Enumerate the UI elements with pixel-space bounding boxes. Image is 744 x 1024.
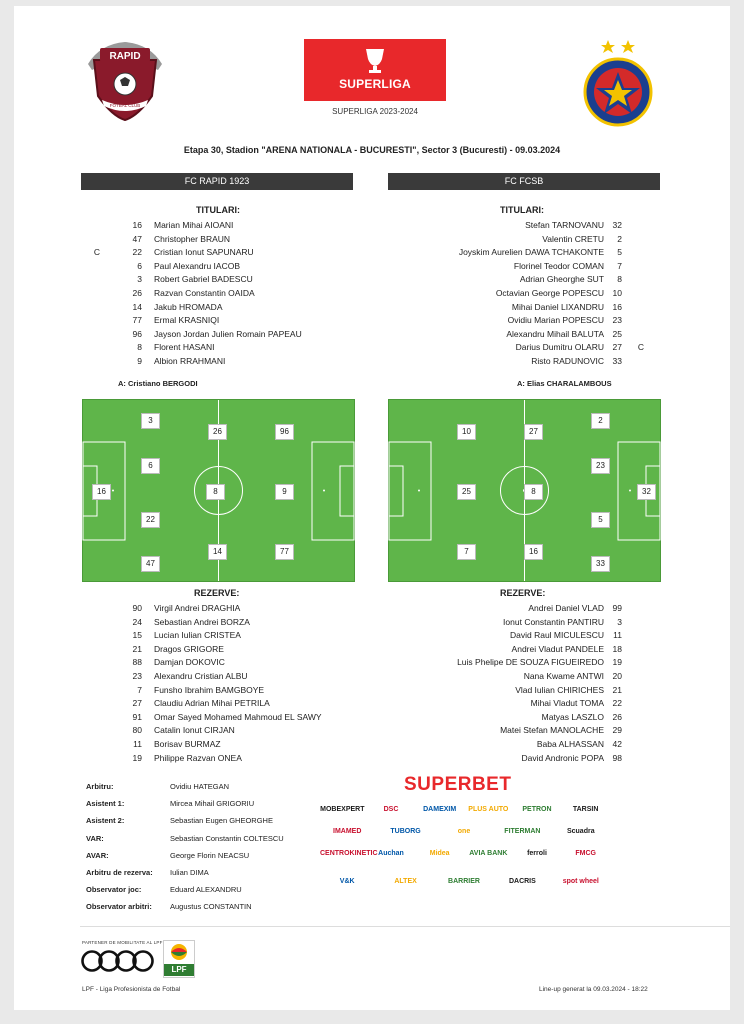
official-name: Sebastian Eugen GHEORGHE bbox=[170, 816, 273, 826]
away-starter-row bbox=[374, 328, 674, 341]
player-number: 3 bbox=[137, 274, 142, 285]
home-starter-row bbox=[84, 260, 374, 273]
away-starter-row bbox=[374, 314, 674, 327]
sponsor-logo: TARSIN bbox=[572, 806, 599, 813]
home-sub-row bbox=[84, 616, 374, 629]
player-number: 15 bbox=[132, 630, 142, 641]
sponsor-logo: PETRON bbox=[522, 806, 552, 813]
trophy-icon bbox=[362, 47, 388, 75]
home-sub-row bbox=[84, 724, 374, 737]
player-name: Jakub HROMADA bbox=[154, 301, 223, 312]
player-marker: 26 bbox=[208, 424, 227, 440]
player-name: Claudiu Adrian Mihai PETRILA bbox=[154, 698, 270, 709]
sponsor-logo: ferroli bbox=[527, 850, 547, 857]
official-name: Mircea Mihail GRIGORIU bbox=[170, 799, 255, 809]
superliga-logo bbox=[304, 39, 446, 101]
player-name: Omar Sayed Mohamed Mahmoud EL SAWY bbox=[154, 711, 322, 722]
player-number: 5 bbox=[617, 247, 622, 258]
player-name: Baba ALHASSAN bbox=[536, 739, 604, 749]
home-sub-row bbox=[84, 684, 374, 697]
home-sub-row bbox=[84, 670, 374, 683]
player-number: 98 bbox=[612, 752, 622, 763]
away-sub-row bbox=[374, 670, 674, 683]
away-starter-row bbox=[374, 246, 674, 259]
player-name: Luis Phelipe DE SOUZA FIGUEIREDO bbox=[457, 657, 604, 668]
sponsor-logo: V&K bbox=[339, 878, 355, 885]
player-name: Mihai Vladut TOMA bbox=[530, 698, 604, 709]
sponsor-logo: DSC bbox=[383, 806, 399, 813]
player-marker: 27 bbox=[524, 424, 543, 440]
player-name: Nana Kwame ANTWI bbox=[523, 671, 604, 681]
official-name: Ovidiu HATEGAN bbox=[170, 782, 230, 791]
player-marker: 6 bbox=[141, 458, 160, 474]
home-starter-row bbox=[84, 287, 374, 300]
superliga-text: SUPERLIGA bbox=[339, 77, 411, 91]
player-marker: 23 bbox=[591, 458, 610, 474]
player-number: 7 bbox=[137, 684, 142, 695]
away-sub-row bbox=[374, 629, 674, 642]
player-number: 26 bbox=[132, 288, 142, 298]
home-starter-row bbox=[84, 328, 374, 341]
player-name: David Andronic POPA bbox=[521, 752, 604, 763]
official-name: Augustus CONSTANTIN bbox=[170, 902, 252, 912]
away-starter-row bbox=[374, 355, 674, 368]
player-name: Stefan TARNOVANU bbox=[525, 220, 604, 230]
home-sub-row bbox=[84, 643, 374, 656]
away-starter-row bbox=[374, 273, 674, 286]
player-number: 16 bbox=[132, 220, 142, 230]
player-marker: 5 bbox=[591, 512, 610, 528]
main-sponsor: SUPERBET bbox=[404, 774, 512, 795]
player-marker: 33 bbox=[591, 556, 610, 572]
rapid-logo-text: RAPID bbox=[109, 51, 141, 62]
partner-text: PARTENER DE MOBILITATE AL LPF bbox=[82, 940, 163, 945]
player-name: Dragos GRIGORE bbox=[154, 643, 224, 654]
player-name: Florinel Teodor COMAN bbox=[513, 260, 604, 271]
away-sub-row bbox=[374, 616, 674, 629]
player-number: 16 bbox=[612, 301, 622, 312]
player-number: 22 bbox=[612, 698, 622, 709]
away-sub-row bbox=[374, 738, 674, 751]
player-name: Razvan Constantin OAIDA bbox=[154, 288, 255, 298]
official-name: Eduard ALEXANDRU bbox=[170, 885, 242, 895]
footer-divider bbox=[80, 926, 730, 927]
sponsor-logo: FITERMAN bbox=[504, 828, 541, 835]
away-sub-row bbox=[374, 643, 674, 656]
player-number: 25 bbox=[612, 328, 622, 339]
player-name: Borisav BURMAZ bbox=[154, 739, 221, 749]
player-name: Andrei Vladut PANDELE bbox=[511, 643, 604, 654]
player-name: Mihai Daniel LIXANDRU bbox=[511, 301, 604, 312]
sponsor-logo: DACRIS bbox=[508, 878, 536, 885]
player-number: 26 bbox=[612, 711, 622, 722]
official-role: Asistent 1: bbox=[86, 799, 125, 809]
player-name: David Raul MICULESCU bbox=[510, 630, 604, 641]
player-name: Alexandru Cristian ALBU bbox=[154, 671, 248, 681]
player-name: Sebastian Andrei BORZA bbox=[154, 616, 250, 627]
player-marker: 32 bbox=[637, 484, 656, 500]
player-number: 29 bbox=[612, 725, 622, 736]
player-number: 22 bbox=[132, 247, 142, 258]
player-number: 8 bbox=[617, 274, 622, 285]
player-name: Matei Stefan MANOLACHE bbox=[500, 725, 604, 736]
player-name: Albion RRAHMANI bbox=[154, 356, 226, 366]
home-starter-row bbox=[84, 219, 374, 232]
player-marker: 47 bbox=[141, 556, 160, 572]
official-role: Observator joc: bbox=[86, 885, 142, 895]
player-marker: 8 bbox=[524, 484, 543, 500]
home-sub-row bbox=[84, 602, 374, 615]
player-name: Robert Gabriel BADESCU bbox=[154, 274, 253, 285]
season-label: SUPERLIGA 2023-2024 bbox=[332, 107, 418, 116]
sponsor-logo: ALTEX bbox=[394, 878, 417, 885]
player-number: 19 bbox=[612, 657, 622, 668]
sponsor-logo: MOBEXPERT bbox=[320, 806, 365, 813]
audi-rings-icon bbox=[80, 948, 156, 974]
player-number: 77 bbox=[132, 315, 142, 326]
sponsor-logo: AVIA BANK bbox=[469, 850, 508, 857]
away-starter-row bbox=[374, 219, 674, 232]
home-starter-row bbox=[84, 246, 374, 259]
home-sub-row bbox=[84, 711, 374, 724]
player-name: Octavian George POPESCU bbox=[495, 288, 604, 298]
home-sub-row bbox=[84, 629, 374, 642]
lineup-sheet bbox=[14, 6, 730, 1010]
sponsor-logo: IMAMED bbox=[333, 828, 362, 835]
official-role: AVAR: bbox=[86, 850, 109, 860]
player-marker: 77 bbox=[275, 544, 294, 560]
player-name: Lucian Iulian CRISTEA bbox=[154, 630, 241, 641]
player-number: 18 bbox=[612, 643, 622, 654]
lpf-badge-text: LPF bbox=[164, 964, 194, 976]
away-sub-row bbox=[374, 752, 674, 765]
lpf-ball-icon bbox=[164, 941, 194, 963]
home-starter-row bbox=[84, 233, 374, 246]
player-number: 42 bbox=[612, 739, 622, 749]
player-number: 23 bbox=[612, 315, 622, 326]
player-marker: 96 bbox=[275, 424, 294, 440]
home-sub-row bbox=[84, 738, 374, 751]
player-number: 8 bbox=[137, 342, 142, 353]
player-name: Ovidiu Marian POPESCU bbox=[507, 315, 604, 326]
away-pitch bbox=[388, 399, 661, 582]
player-name: Ermal KRASNIQI bbox=[154, 315, 220, 326]
captain-mark: C bbox=[637, 342, 645, 353]
player-name: Catalin Ionut CIRJAN bbox=[154, 725, 235, 736]
player-marker: 7 bbox=[457, 544, 476, 560]
player-name: Risto RADUNOVIC bbox=[531, 356, 604, 366]
player-number: 27 bbox=[612, 342, 622, 353]
away-starters-heading: TITULARI: bbox=[500, 205, 544, 215]
away-sub-row bbox=[374, 711, 674, 724]
lpf-badge bbox=[163, 940, 195, 978]
sponsor-logo: Midea bbox=[429, 850, 450, 857]
player-name: Christopher BRAUN bbox=[154, 233, 231, 244]
player-name: Adrian Gheorghe SUT bbox=[519, 274, 604, 285]
away-starter-row bbox=[374, 260, 674, 273]
player-name: Valentin CRETU bbox=[542, 233, 604, 244]
captain-mark: C bbox=[93, 247, 101, 258]
away-starter-row bbox=[374, 301, 674, 314]
rapid-logo-icon bbox=[80, 34, 170, 124]
player-marker: 16 bbox=[524, 544, 543, 560]
player-name: Philippe Razvan ONEA bbox=[154, 752, 242, 763]
footer-generated: Line-up generat la 09.03.2024 - 18:22 bbox=[539, 986, 648, 993]
player-number: 14 bbox=[132, 301, 142, 312]
away-sub-row bbox=[374, 602, 674, 615]
player-number: 32 bbox=[612, 220, 622, 230]
player-marker: 25 bbox=[457, 484, 476, 500]
player-marker: 2 bbox=[591, 413, 610, 429]
home-sub-row bbox=[84, 656, 374, 669]
home-pitch bbox=[82, 399, 355, 582]
player-marker: 14 bbox=[208, 544, 227, 560]
sponsor-logo: one bbox=[457, 828, 471, 835]
player-number: 27 bbox=[132, 698, 142, 709]
player-name: Ionut Constantin PANTIRU bbox=[503, 616, 604, 627]
player-name: Andrei Daniel VLAD bbox=[528, 603, 604, 613]
player-number: 47 bbox=[132, 233, 142, 244]
home-starter-row bbox=[84, 301, 374, 314]
player-marker: 22 bbox=[141, 512, 160, 528]
player-number: 6 bbox=[137, 260, 142, 271]
home-starter-row bbox=[84, 273, 374, 286]
player-number: 90 bbox=[132, 603, 142, 613]
home-sub-row bbox=[84, 697, 374, 710]
sponsor-logo: CENTROKINETIC bbox=[320, 850, 378, 857]
official-role: Arbitru: bbox=[86, 782, 114, 791]
player-name: Darius Dumitru OLARU bbox=[515, 342, 604, 353]
sponsor-logo: Auchan bbox=[378, 850, 404, 857]
player-name: Alexandru Mihail BALUTA bbox=[506, 328, 604, 339]
player-name: Jayson Jordan Julien Romain PAPEAU bbox=[154, 328, 302, 339]
player-name: Joyskim Aurelien DAWA TCHAKONTE bbox=[458, 247, 604, 258]
player-number: 9 bbox=[137, 356, 142, 366]
player-marker: 3 bbox=[141, 413, 160, 429]
away-starter-row bbox=[374, 287, 674, 300]
away-sub-row bbox=[374, 697, 674, 710]
rapid-logo-subtext: FOTBAL CLUB bbox=[109, 103, 141, 108]
official-name: Sebastian Constantin COLTESCU bbox=[170, 833, 284, 843]
fcsb-logo-icon bbox=[582, 36, 654, 130]
player-marker: 16 bbox=[92, 484, 111, 500]
footer-org: LPF - Liga Profesionista de Fotbal bbox=[82, 986, 181, 993]
player-name: Cristian Ionut SAPUNARU bbox=[154, 247, 254, 258]
player-name: Vlad Iulian CHIRICHES bbox=[515, 684, 604, 695]
home-starter-row bbox=[84, 341, 374, 354]
official-role: Arbitru de rezerva: bbox=[86, 868, 153, 877]
player-number: 99 bbox=[612, 603, 622, 613]
away-subs-heading: REZERVE: bbox=[500, 588, 546, 598]
home-subs-heading: REZERVE: bbox=[194, 588, 240, 598]
official-name: Iulian DIMA bbox=[170, 868, 209, 877]
sponsor-logo: PLUS AUTO bbox=[468, 806, 509, 813]
player-name: Paul Alexandru IACOB bbox=[154, 260, 240, 271]
official-role: VAR: bbox=[86, 833, 104, 843]
player-number: 91 bbox=[132, 711, 142, 722]
player-number: 80 bbox=[132, 725, 142, 736]
away-starter-row bbox=[374, 233, 674, 246]
official-role: Observator arbitri: bbox=[86, 902, 152, 912]
sponsor-logo: DAMEXIM bbox=[423, 806, 457, 813]
player-number: 10 bbox=[612, 288, 622, 298]
player-number: 19 bbox=[132, 752, 142, 763]
away-sub-row bbox=[374, 724, 674, 737]
away-sub-row bbox=[374, 656, 674, 669]
player-name: Marian Mihai AIOANI bbox=[154, 220, 234, 230]
player-marker: 10 bbox=[457, 424, 476, 440]
official-role: Asistent 2: bbox=[86, 816, 125, 826]
player-number: 11 bbox=[133, 739, 142, 749]
player-number: 24 bbox=[132, 616, 142, 627]
home-team-bar: FC RAPID 1923 bbox=[81, 173, 353, 190]
home-starter-row bbox=[84, 355, 374, 368]
player-number: 23 bbox=[132, 671, 142, 681]
player-name: Funsho Ibrahim BAMGBOYE bbox=[154, 684, 265, 695]
player-number: 33 bbox=[612, 356, 622, 366]
sponsor-logo: spot wheel bbox=[562, 878, 599, 885]
away-sub-row bbox=[374, 684, 674, 697]
home-sub-row bbox=[84, 752, 374, 765]
sponsor-grid bbox=[320, 806, 612, 946]
sponsor-logo: Scuadra bbox=[566, 828, 595, 835]
player-marker: 8 bbox=[206, 484, 225, 500]
player-number: 88 bbox=[132, 657, 142, 668]
away-coach: A: Elias CHARALAMBOUS bbox=[517, 379, 612, 388]
player-number: 20 bbox=[612, 671, 622, 681]
player-number: 7 bbox=[617, 260, 622, 271]
player-number: 21 bbox=[132, 643, 142, 654]
home-starters-heading: TITULARI: bbox=[196, 205, 240, 215]
home-coach: A: Cristiano BERGODI bbox=[118, 379, 198, 388]
sponsor-logo: BARRIER bbox=[448, 878, 480, 885]
sponsor-logo: TUBORG bbox=[390, 828, 421, 835]
home-starter-row bbox=[84, 314, 374, 327]
player-number: 11 bbox=[613, 630, 622, 641]
official-name: George Florin NEACSU bbox=[170, 850, 250, 860]
player-number: 96 bbox=[132, 328, 142, 339]
away-team-bar: FC FCSB bbox=[388, 173, 660, 190]
player-number: 21 bbox=[612, 684, 622, 695]
player-name: Florent HASANI bbox=[154, 342, 215, 353]
player-number: 2 bbox=[617, 233, 622, 244]
player-name: Matyas LASZLO bbox=[541, 711, 604, 722]
away-starter-row bbox=[374, 341, 674, 354]
player-marker: 9 bbox=[275, 484, 294, 500]
player-name: Damjan DOKOVIC bbox=[154, 657, 225, 668]
match-info: Etapa 30, Stadion "ARENA NATIONALA - BUCURESTI", Sector 3 (Bucuresti) - 09.03.2024 bbox=[183, 145, 561, 155]
sponsor-logo: FMCG bbox=[575, 850, 596, 857]
player-name: Virgil Andrei DRAGHIA bbox=[154, 603, 241, 613]
player-number: 3 bbox=[617, 616, 622, 627]
